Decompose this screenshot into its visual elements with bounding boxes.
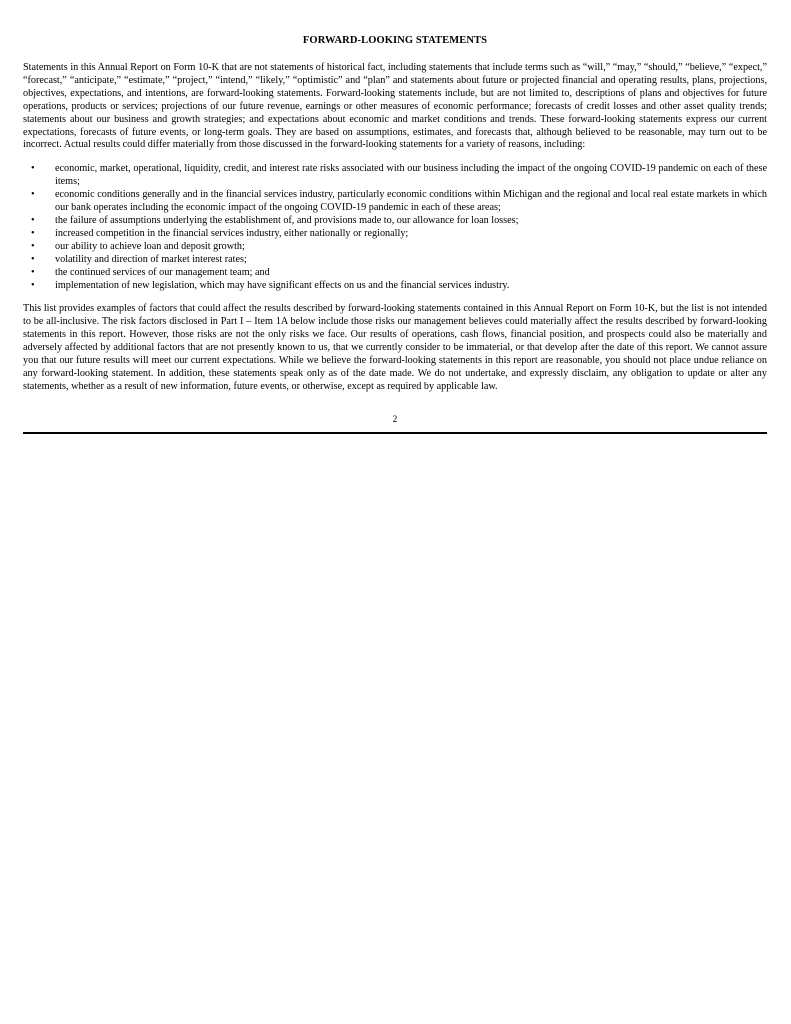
list-item-text: economic conditions generally and in the financial services industry, particularly economic conditions within Michigan and the regional and local real estate markets in which our bank operates including the economic impact of the ongoing COVID-19 pandemic in each of these areas; [55,189,767,214]
list-item [23,189,767,215]
bullet-icon: • [31,240,35,252]
bullet-icon: • [31,227,35,239]
bullet-icon: • [31,189,35,201]
list-item-text: increased competition in the financial services industry, either nationally or regionally; [55,227,409,239]
bullet-icon: • [31,214,35,226]
list-item [23,228,767,241]
list-item [23,267,767,280]
list-item [23,280,767,293]
document-page [23,34,767,434]
bullet-icon: • [31,266,35,278]
bullet-icon: • [31,253,35,265]
page-number: 2 [392,414,398,425]
closing-paragraph: This list provides examples of factors that could affect the results described by forward-looking statements contained in this Annual Report on Form 10-K, but the list is not intended to be all-inclusive. The risk factors disclosed in Part I – Item 1A below include those risks our management believes could materially affect the results described by forward-looking statements in this report. However, those risks are not the only risks we face. Our results of operations, cash flows, financial position, and prospects could also be materially and adversely affected by additional factors that are not presently known to us, that we currently consider to be immaterial, or that develop after the date of this report. We cannot assure you that our future results will meet our current expectations. While we believe the forward-looking statements in this report are reasonable, you should not place undue reliance on any forward-looking statement. In addition, these statements speak only as of the date made. We do not undertake, and expressly disclaim, any obligation to update or alter any statements, whether as a result of new information, future events, or otherwise, except as required by applicable law. [23,303,767,392]
list-item-text: economic, market, operational, liquidity, credit, and interest rate risks associated with our business including the impact of the ongoing COVID-19 pandemic on each of these items; [55,163,767,188]
intro-paragraph: Statements in this Annual Report on Form 10-K that are not statements of historical fact, including statements that include terms such as “will,” “may,” “should,” “believe,” “expect,” “forecast,” “anticipate,” “estimate,” “project,” “intend,” “likely,” “optimistic” and “plan” and statements about future or projected financial and operating results, plans, projections, objectives, expectations, and intentions, are forward-looking statements. Forward-looking statements include, but are not limited to, descriptions of plans and objectives for future operations, products or services; projections of our future revenue, earnings or other measures of economic performance; forecasts of credit losses and other asset quality trends; statements about our business and growth strategies; and expectations about economic and market conditions and trends. These forward-looking statements express our current expectations, forecasts of future events, or long-term goals. They are based on assumptions, estimates, and forecasts that, although believed to be reasonable, may turn out to be incorrect. Actual results could differ materially from those discussed in the forward-looking statements for a variety of reasons, including: [23,62,767,151]
bullet-icon: • [31,279,35,291]
list-item [23,254,767,267]
risk-factor-list [23,163,767,292]
list-item [23,163,767,189]
list-item-text: the failure of assumptions underlying the establishment of, and provisions made to, our allowance for loan losses; [55,214,519,226]
section-heading: FORWARD-LOOKING STATEMENTS [302,35,488,46]
bullet-icon: • [31,163,35,175]
list-item-text: the continued services of our management team; and [55,266,270,278]
list-item-text: volatility and direction of market interest rates; [55,253,247,265]
list-item [23,215,767,228]
list-item [23,241,767,254]
list-item-text: our ability to achieve loan and deposit growth; [55,240,245,252]
footer-divider [23,432,767,434]
list-item-text: implementation of new legislation, which may have significant effects on us and the financial services industry. [55,279,510,291]
